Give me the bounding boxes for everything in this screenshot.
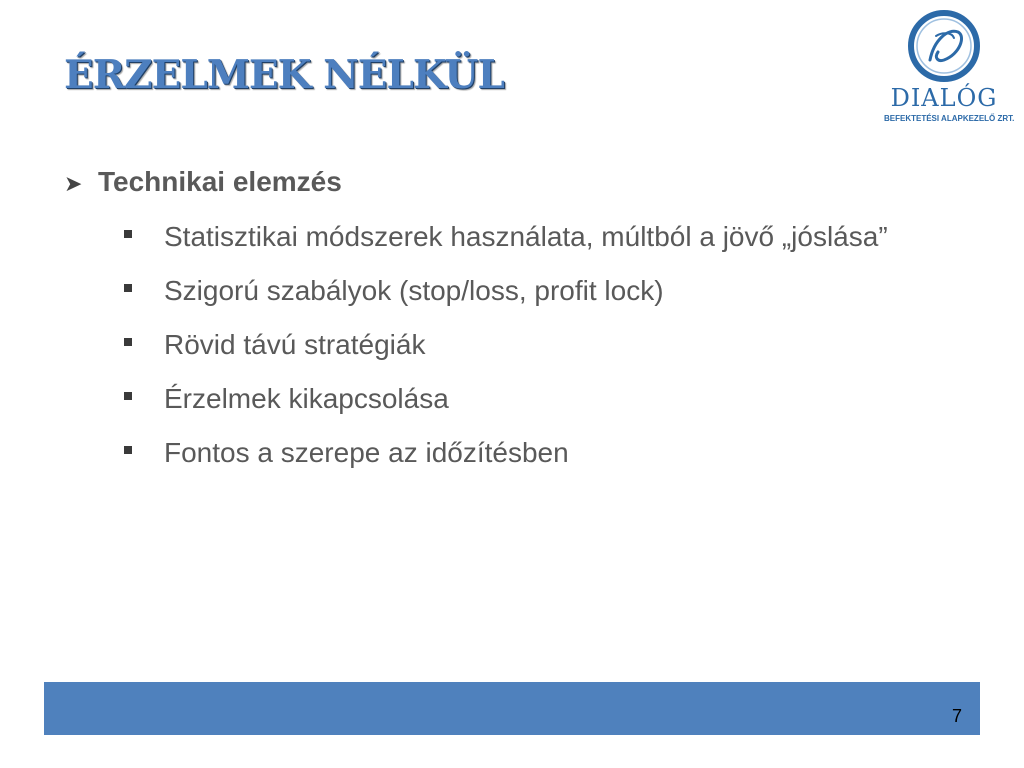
square-bullet-icon [124,338,132,346]
list-item [124,380,924,418]
sub-bullet-text: Rövid távú stratégiák [164,329,426,360]
page-number: 7 [951,706,962,726]
list-item [124,434,924,472]
arrow-bullet-icon: ➤ [64,171,83,196]
dialog-logo [884,10,1015,123]
main-bullet [64,166,342,198]
main-bullet-text: Technikai elemzés [98,166,342,197]
list-item [124,272,924,310]
square-bullet-icon [124,230,132,238]
slide-title: ÉRZELMEK NÉLKÜL [64,52,504,98]
logo-tagline: BEFEKTETÉSI ALAPKEZELŐ ZRT. [884,114,1015,123]
list-item [124,326,924,364]
footer-bar [44,682,980,735]
sub-bullet-list [124,218,924,488]
square-bullet-icon [124,284,132,292]
dialog-monogram-icon [908,10,980,82]
square-bullet-icon [124,446,132,454]
logo-name: DIALÓG [890,84,998,112]
sub-bullet-text: Érzelmek kikapcsolása [164,383,449,414]
sub-bullet-text: Statisztikai módszerek használata, múltból a jövő „jóslása” [164,221,888,252]
sub-bullet-text: Fontos a szerepe az időzítésben [164,437,569,468]
square-bullet-icon [124,392,132,400]
list-item [124,218,924,256]
sub-bullet-text: Szigorú szabályok (stop/loss, profit lock) [164,275,664,306]
